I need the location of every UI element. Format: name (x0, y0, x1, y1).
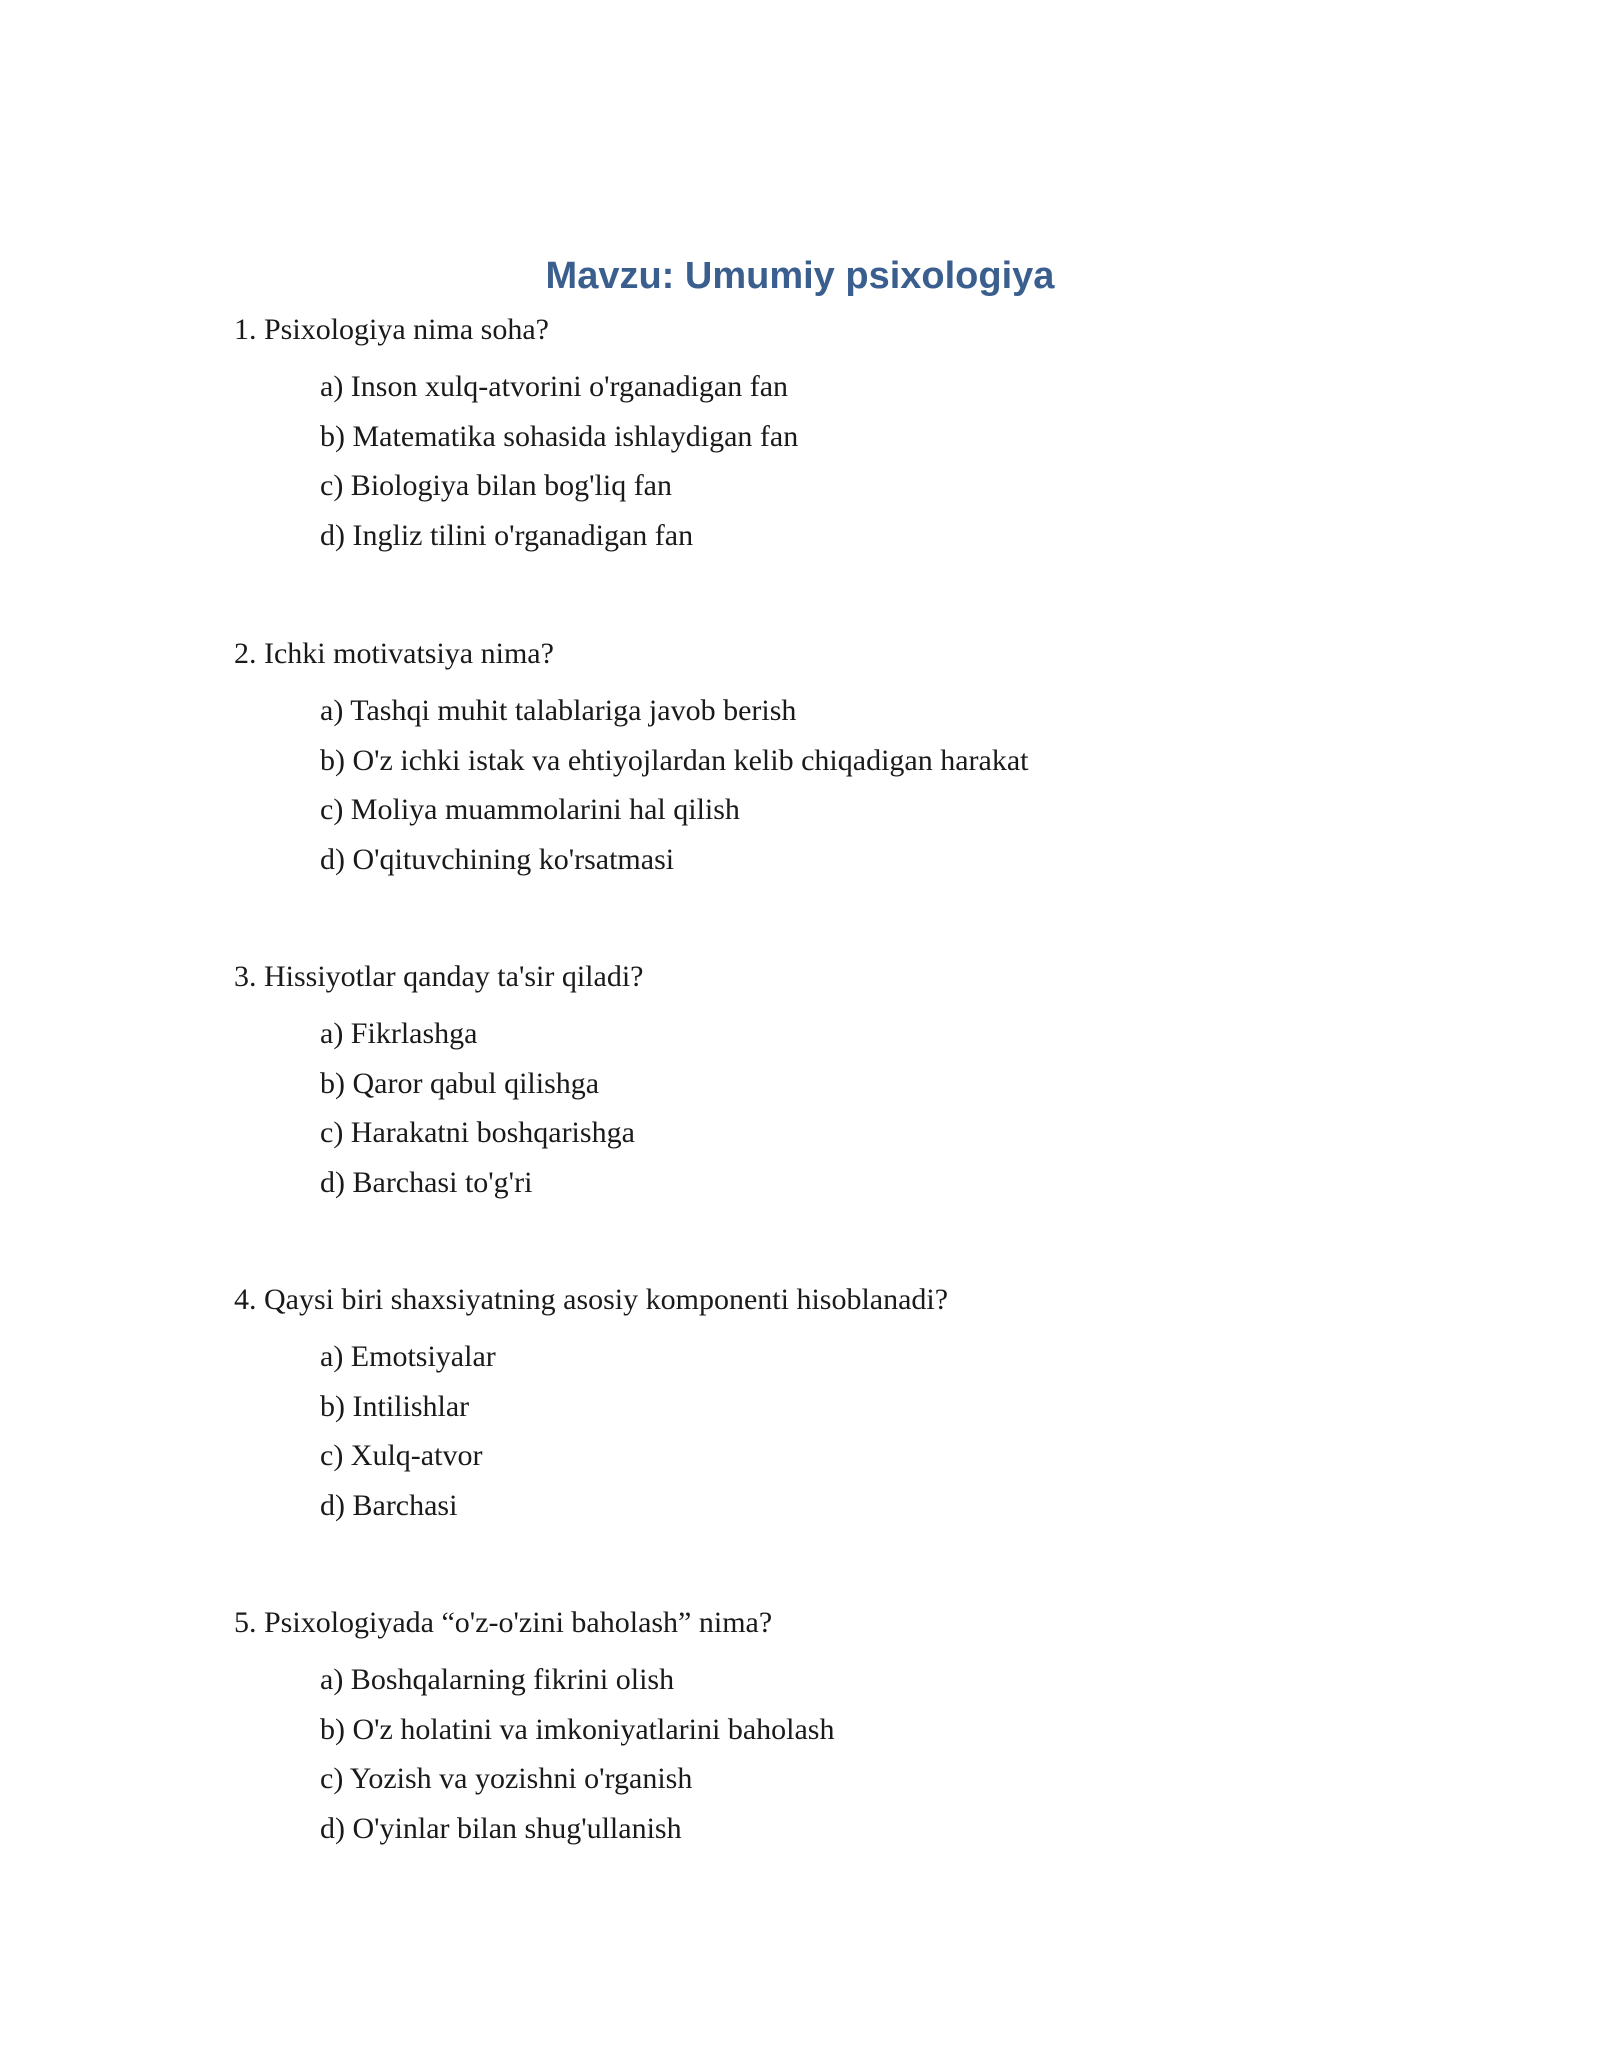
answer-option: d) O'qituvchining ko'rsatmasi (320, 842, 675, 876)
answer-option: b) Intilishlar (320, 1389, 470, 1423)
question-text: 1. Psixologiya nima soha? (234, 313, 549, 346)
question-text: 5. Psixologiyada “o'z-o'zini baholash” nima? (234, 1606, 773, 1639)
answer-option: a) Boshqalarning fikrini olish (320, 1663, 675, 1696)
question-block (234, 634, 1434, 889)
question-block (234, 1280, 1434, 1535)
answer-option: c) Yozish va yozishni o'rganish (320, 1762, 693, 1795)
answer-option: b) O'z holatini va imkoniyatlarini baholash (320, 1712, 835, 1746)
page-title: Mavzu: Umumiy psixologiya (545, 255, 1055, 297)
answer-option: c) Biologiya bilan bog'liq fan (320, 469, 673, 502)
answer-list (320, 691, 1434, 889)
answer-option: a) Inson xulq-atvorini o'rganadigan fan (320, 370, 789, 403)
question-text: 4. Qaysi biri shaxsiyatning asosiy komponenti hisoblanadi? (234, 1283, 949, 1316)
question-text: 2. Ichki motivatsiya nima? (234, 637, 554, 670)
answer-list (320, 1337, 1434, 1535)
answer-list (320, 367, 1434, 565)
answer-option: a) Tashqi muhit talablariga javob berish (320, 694, 797, 727)
answer-option: a) Emotsiyalar (320, 1340, 496, 1373)
question-block (234, 957, 1434, 1212)
answer-option: a) Fikrlashga (320, 1017, 478, 1050)
answer-option: c) Harakatni boshqarishga (320, 1116, 635, 1149)
answer-option: d) Ingliz tilini o'rganadigan fan (320, 518, 694, 552)
answer-option: d) O'yinlar bilan shug'ullanish (320, 1811, 682, 1845)
answer-list (320, 1660, 1434, 1858)
question-block (234, 1603, 1434, 1858)
answer-list (320, 1014, 1434, 1212)
answer-option: c) Moliya muammolarini hal qilish (320, 793, 740, 826)
answer-option: b) Matematika sohasida ishlaydigan fan (320, 419, 799, 453)
answer-option: d) Barchasi (320, 1488, 458, 1522)
question-block (234, 310, 1434, 565)
answer-option: d) Barchasi to'g'ri (320, 1165, 533, 1199)
question-text: 3. Hissiyotlar qanday ta'sir qiladi? (234, 960, 644, 993)
answer-option: b) O'z ichki istak va ehtiyojlardan kelib chiqadigan harakat (320, 743, 1029, 777)
answer-option: b) Qaror qabul qilishga (320, 1066, 600, 1100)
answer-option: c) Xulq-atvor (320, 1439, 483, 1472)
